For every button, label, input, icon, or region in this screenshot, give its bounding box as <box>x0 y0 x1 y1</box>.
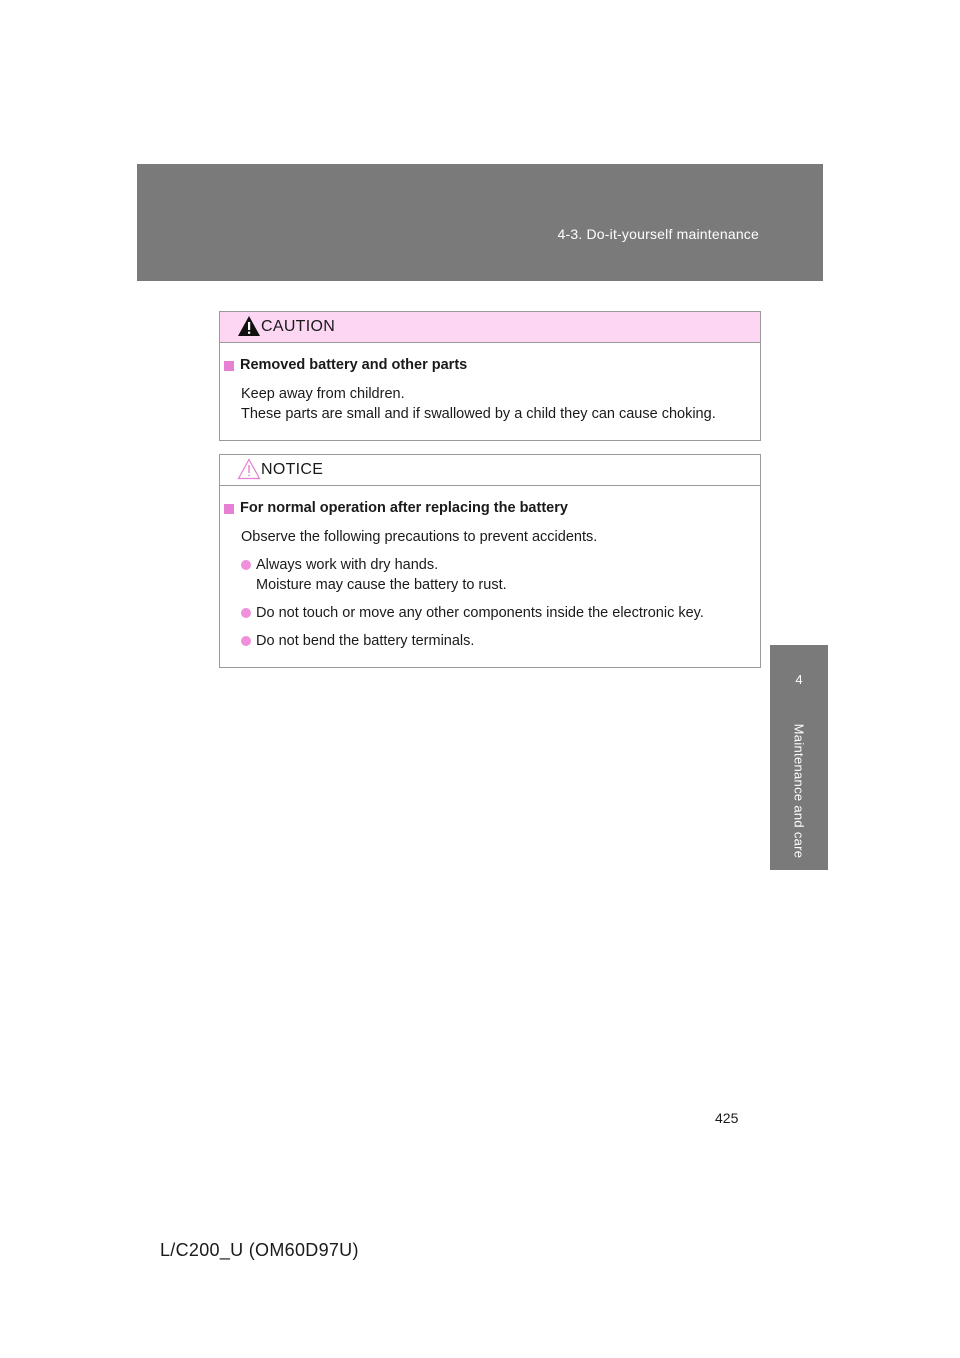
notice-bullet-text <box>256 555 507 595</box>
notice-title: NOTICE <box>261 461 324 478</box>
caution-header <box>220 312 760 343</box>
caution-line-1: Keep away from children. <box>241 386 405 402</box>
notice-bullet-2-line-1: Do not touch or move any other components inside the electronic key. <box>256 605 704 621</box>
caution-box <box>219 311 761 441</box>
notice-header <box>220 455 760 486</box>
chapter-label: Maintenance and care <box>791 723 807 859</box>
circle-bullet-icon <box>241 608 251 618</box>
section-title: 4-3. Do-it-yourself maintenance <box>557 226 759 242</box>
caution-text <box>224 384 750 424</box>
notice-item-title <box>224 498 750 518</box>
circle-bullet-icon <box>241 560 251 570</box>
notice-intro: Observe the following precautions to prevent accidents. <box>241 529 598 545</box>
notice-box <box>219 454 761 668</box>
notice-bullet-1-line-2: Moisture may cause the battery to rust. <box>256 577 507 593</box>
warning-outline-icon <box>237 458 261 480</box>
square-bullet-icon <box>224 361 234 371</box>
chapter-tab <box>770 645 828 713</box>
caution-title: CAUTION <box>261 318 336 335</box>
notice-bullet-3-line-1: Do not bend the battery terminals. <box>256 633 475 649</box>
notice-bullet <box>224 603 750 623</box>
chapter-number: 4 <box>795 672 803 687</box>
notice-bullet <box>224 631 750 651</box>
notice-body <box>220 486 760 667</box>
header-band <box>137 164 823 281</box>
notice-bullet-text <box>256 603 704 623</box>
warning-filled-icon <box>237 315 261 337</box>
page-number: 425 <box>715 1110 739 1126</box>
circle-bullet-icon <box>241 636 251 646</box>
notice-bullet-1-line-1: Always work with dry hands. <box>256 557 439 573</box>
chapter-label-tab <box>770 713 828 870</box>
notice-item-title-text: For normal operation after replacing the battery <box>240 500 568 516</box>
notice-bullet-text <box>256 631 474 651</box>
notice-bullet <box>224 555 750 595</box>
caution-body <box>220 343 760 440</box>
document-code: L/C200_U (OM60D97U) <box>160 1240 359 1260</box>
caution-item-title <box>224 355 750 375</box>
caution-line-2: These parts are small and if swallowed by a child they can cause choking. <box>241 406 716 422</box>
caution-item-title-text: Removed battery and other parts <box>240 357 468 373</box>
square-bullet-icon <box>224 504 234 514</box>
